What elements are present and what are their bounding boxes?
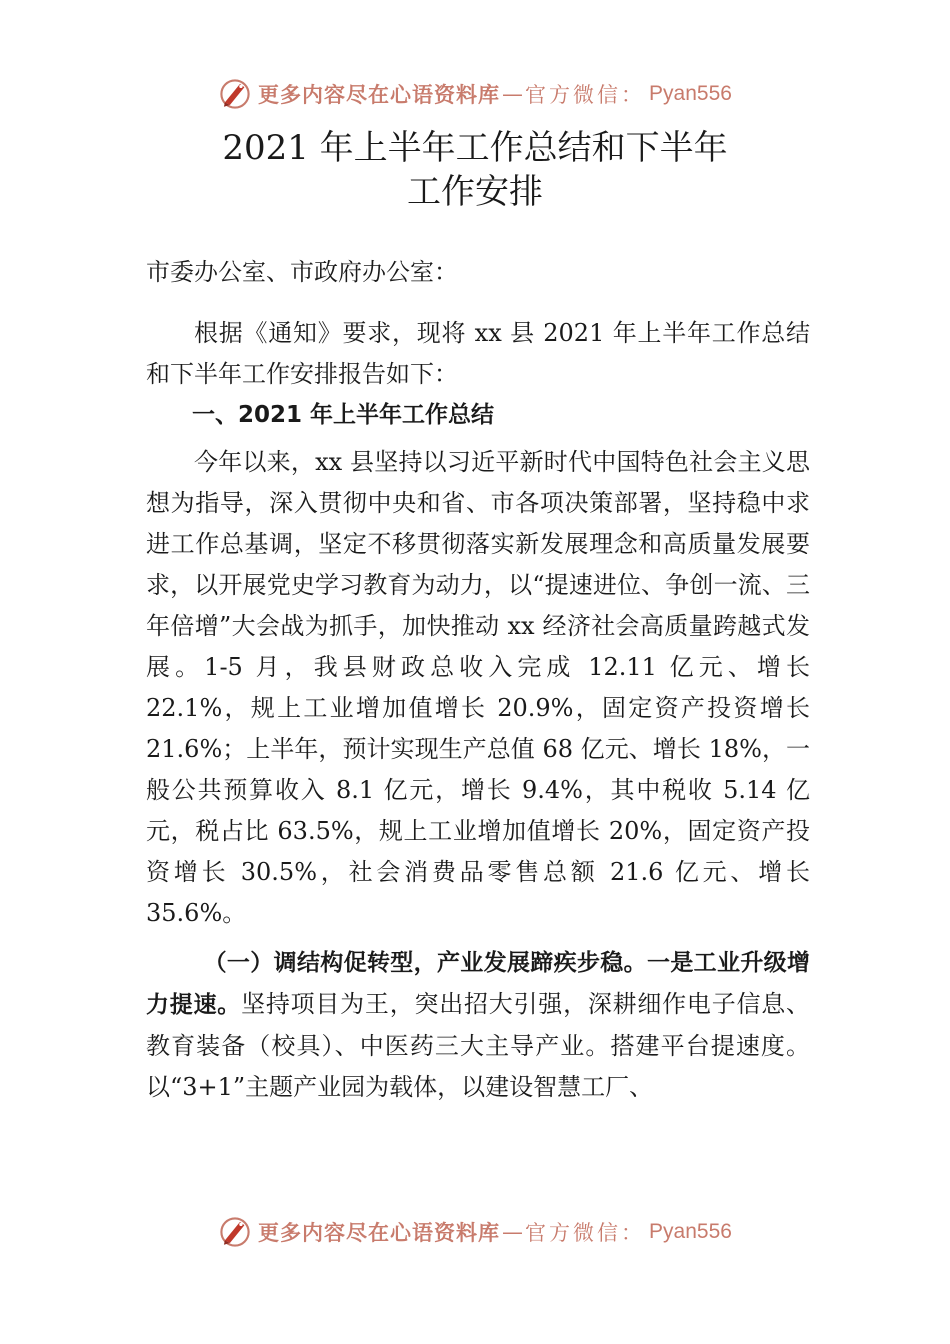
watermark-wechat-label: 官方微信： [525, 1221, 646, 1245]
watermark-dash: — [502, 82, 524, 106]
watermark-handle: Pyan556 [649, 1220, 732, 1243]
pen-nib-logo-icon [218, 1215, 252, 1249]
section-heading-1: 一、2021 年上半年工作总结 [192, 402, 495, 428]
title-line-1: 2021 年上半年工作总结和下半年 [222, 128, 728, 168]
subsection-text: 坚持项目为王，突出招大引强，深耕细作电子信息、教育装备（校具）、中医药三大主导产业。搭建平台提速度。以“3+1”主题产业园为载体，以建设智慧工厂、 [146, 990, 810, 1101]
summary-paragraph: 今年以来，xx 县坚持以习近平新时代中国特色社会主义思想为指导，深入贯彻中央和省、市各项决策部署，坚持稳中求进工作总基调，坚定不移贯彻落实新发展理念和高质量发展要求，以开展党史学习教育为动力，以“提速进位、争创一流、三年倍增”大会战为抓手，加快推动 xx 经济社会高质量跨越式发展。1-5 月，我县财政总收入完成 12.11 亿元、增长 22.1%，规上工业增加值增长 20.9%，固定资产投资增长 21.6%；上半年，预计实现生产总值 68 亿元、增长 18%，一般公共预算收入 8.1 亿元，增长 9.4%，其中税收 5.14 亿元，税占比 63.5%，规上工业增加值增长 20%，固定资产投资增长 30.5%，社会消费品零售总额 21.6 亿元、增长 35.6%。 [146, 448, 810, 927]
subsection-bold-lead: （一）调结构促转型，产业发展蹄疾步稳。一是工业升级增力提速。 [146, 950, 810, 1018]
salutation: 市委办公室、市政府办公室： [146, 258, 458, 286]
title-line-2: 工作安排 [407, 172, 543, 212]
watermark-brand: 更多内容尽在心语资料库 [258, 1220, 501, 1245]
watermark-dash: — [502, 1220, 524, 1244]
footer-watermark [0, 1212, 950, 1252]
intro-paragraph: 根据《通知》要求，现将 xx 县 2021 年上半年工作总结和下半年工作安排报告如下： [146, 319, 810, 388]
header-watermark [0, 74, 950, 114]
watermark-wechat-label: 官方微信： [525, 83, 646, 107]
watermark-handle: Pyan556 [649, 82, 732, 105]
document-body [146, 252, 810, 1108]
document-title [0, 126, 950, 214]
subsection-paragraph [146, 942, 810, 1108]
pen-nib-logo-icon [218, 77, 252, 111]
watermark-brand: 更多内容尽在心语资料库 [258, 82, 501, 107]
